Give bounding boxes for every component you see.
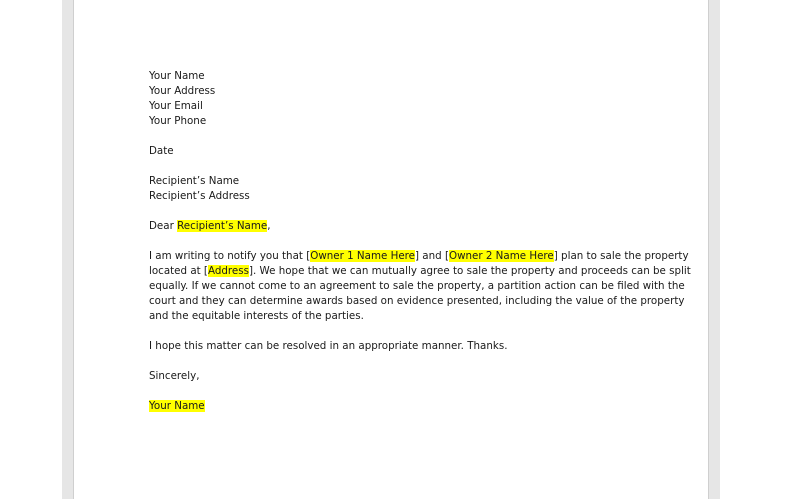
salutation-suffix: , (267, 220, 271, 232)
left-page-margin (62, 0, 74, 499)
blank-line (149, 159, 649, 174)
signature-placeholder: Your Name (149, 400, 205, 412)
text-run: ] plan to sale the property (553, 250, 689, 262)
text-run: ]. We hope that we can mutually agree to sale the property and proceeds can be split (248, 265, 691, 277)
closing: Sincerely, (149, 370, 200, 382)
text-run: ] and [ (415, 250, 449, 262)
sender-phone: Your Phone (149, 115, 207, 127)
paragraph-line: court and they can determine awards based on evidence presented, including the value of the property (149, 295, 685, 307)
recipient-address: Recipient’s Address (149, 190, 250, 202)
text-run: I am writing to notify you that [ (149, 250, 311, 262)
text-run: located at [ (149, 265, 208, 277)
sender-address: Your Address (149, 85, 216, 97)
blank-line (149, 204, 649, 219)
signature-line (149, 399, 649, 414)
blank-line (149, 384, 649, 399)
body-paragraph-2: I hope this matter can be resolved in an appropriate manner. Thanks. (149, 340, 508, 352)
salutation (149, 219, 649, 234)
blank-line (149, 324, 649, 339)
salutation-recipient-placeholder: Recipient’s Name (177, 220, 268, 232)
address-placeholder: Address (207, 265, 249, 277)
body-paragraph-1 (149, 249, 691, 324)
recipient-name: Recipient’s Name (149, 175, 240, 187)
paragraph-line (149, 249, 689, 264)
right-page-margin (708, 0, 720, 499)
salutation-prefix: Dear (149, 220, 178, 232)
sender-email: Your Email (149, 100, 203, 112)
owner-1-placeholder: Owner 1 Name Here (310, 250, 416, 262)
date-line: Date (149, 145, 174, 157)
blank-line (149, 129, 649, 144)
letter-body[interactable] (149, 69, 691, 414)
owner-2-placeholder: Owner 2 Name Here (448, 250, 554, 262)
paragraph-line: equally. If we cannot come to an agreement to sale the property, a partition action can be filed with the (149, 280, 685, 292)
paragraph-line: and the equitable interests of the parties. (149, 310, 364, 322)
paragraph-line (149, 264, 691, 279)
blank-line (149, 354, 649, 369)
sender-name: Your Name (149, 70, 205, 82)
blank-line (149, 234, 649, 249)
